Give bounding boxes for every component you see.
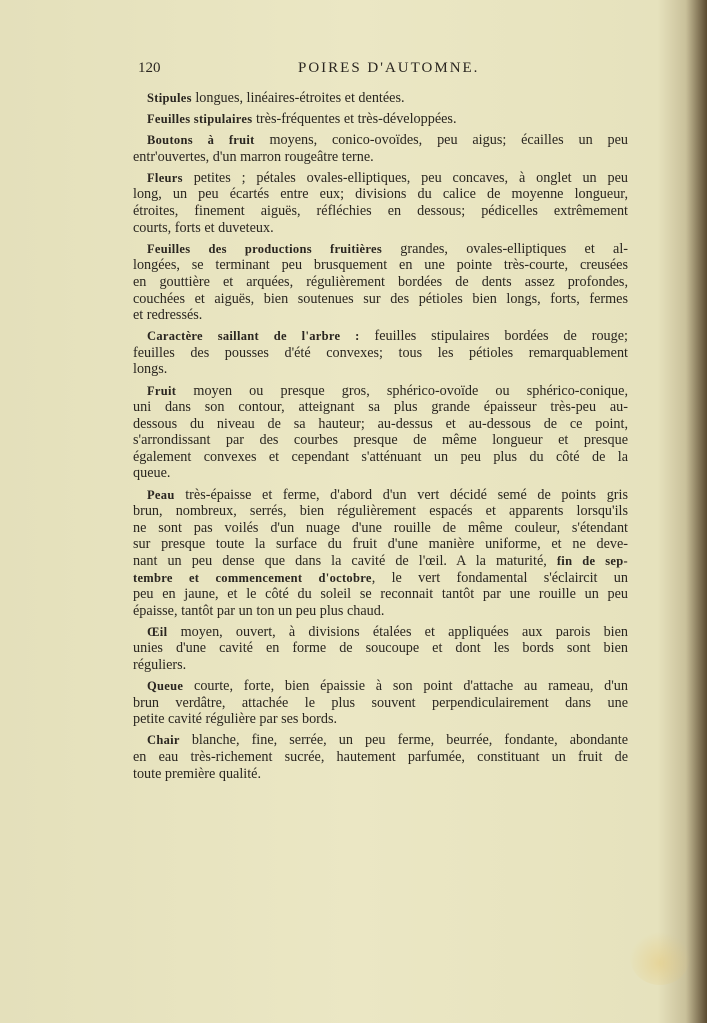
line-text: dessous du niveau de sa hauteur; au-dessus et au-dessous de ce point, [133,415,628,432]
line-text: sur presque toute la surface du fruit d'une manière uniforme, et ne deve- [133,536,628,553]
text-line [133,399,628,416]
text-line [133,111,628,128]
paragraph [133,732,628,782]
text-line [133,149,628,166]
text-line [133,432,628,449]
text-line [133,383,628,400]
line-text: couchées et aiguës, bien soutenues sur des pétioles bien longs, forts, fermes [133,290,628,307]
paragraph [133,678,628,728]
text-line [133,291,628,308]
bold-term: Peau [147,487,175,502]
line-text: brun, nombreux, serrés, bien régulièrement espacés et apparents lorsqu'ils [133,503,628,520]
line-text: courte, forte, bien épaissie à son point d'attache au rameau, d'un [183,678,628,695]
text-line [133,640,628,657]
text-line [133,678,628,695]
line-text: en gouttière et arquées, régulièrement bordées de dents assez profondes, [133,273,628,290]
text-line [133,170,628,187]
paragraph [133,170,628,236]
line-text: très-fréquentes et très-développées. [252,111,457,128]
text-line [133,749,628,766]
text-line [133,449,628,466]
bold-term: Feuilles stipulaires [147,112,253,127]
line-text: toute première qualité. [133,765,262,782]
bold-term: Feuilles des productions fruitières [147,241,383,256]
line-text: moyen, ouvert, à divisions étalées et appliquées aux parois bien [167,623,628,640]
text-line [133,220,628,237]
line-text: feuilles des pousses d'été convexes; tous les pétioles remarquablement [133,344,628,361]
text-line [133,711,628,728]
text-line [133,570,628,587]
line-text: réguliers. [133,657,187,673]
line-text: très-épaisse et ferme, d'abord d'un vert décidé semé de points gris [174,486,628,503]
line-text: moyens, conico-ovoïdes, peu aigus; écailles un peu [254,132,628,149]
line-text: unies d'une cavité en forme de soucoupe et dont les bords sont bien [133,640,628,657]
bold-term: fin de sep- [556,553,628,568]
line-text: brun verdâtre, attachée le plus souvent perpendiculairement dans une [133,694,628,711]
text-line [133,132,628,149]
line-text: grandes, ovales-elliptiques et al- [382,240,628,257]
text-line [133,766,628,783]
paragraph [133,132,628,165]
paragraph [133,383,628,483]
bold-term: Caractère saillant de l'arbre : [147,329,360,344]
body-text [133,90,628,787]
paragraph [133,90,628,107]
page-number: 120 [138,60,161,76]
text-line [133,345,628,362]
line-text: s'arrondissant par des courbes presque de même longueur et presque [133,432,628,449]
line-text: long, un peu écartés entre eux; divisions du calice de moyenne longueur, [133,186,628,203]
text-line [133,257,628,274]
line-text: ne sont pas voilés d'un nuage d'une rouille de même couleur, s'étendant [133,519,628,536]
text-line [133,657,628,674]
bold-term: Stipules [147,91,192,105]
bold-term: Queue [147,679,184,694]
bold-term: Fleurs [147,170,183,185]
paragraph [133,624,628,674]
text-line [133,586,628,603]
text-line [133,503,628,520]
text-line [133,695,628,712]
paragraph [133,111,628,128]
bold-term: Fruit [147,383,177,398]
line-text: longues, linéaires-étroites et dentées. [191,90,405,106]
line-text: nant un peu dense que dans la cavité de l'œil. A la maturité, [133,552,557,569]
text-line [133,274,628,291]
paragraph [133,328,628,378]
bold-term: tembre et commencement d'octobre [133,570,372,585]
line-text: longées, se terminant peu brusquement en une pointe très-courte, creusées [133,257,628,274]
text-line [133,624,628,641]
text-line [133,465,628,482]
line-text: moyen ou presque gros, sphérico-ovoïde ou sphérico-conique, [176,382,628,399]
line-text: épaisse, tantôt par un ton un peu plus chaud. [133,602,385,619]
text-line [133,186,628,203]
text-line [133,90,628,107]
text-line [133,603,628,620]
text-line [133,553,628,570]
bold-term: Œil [147,624,168,639]
line-text: blanche, fine, serrée, un peu ferme, beurrée, fondante, abondante [179,732,628,749]
text-line [133,307,628,324]
line-text: peu en jaune, et le côté du soleil se reconnait tantôt par une rouille un peu [133,586,628,603]
paragraph [133,487,628,620]
line-text: queue. [133,465,171,482]
text-line [133,520,628,537]
line-text: , le vert fondamental s'éclaircit un [371,569,628,586]
line-text: en eau très-richement sucrée, hautement parfumée, constituant un fruit de [133,748,628,765]
paragraph [133,241,628,324]
running-header [138,60,628,80]
text-line [133,361,628,378]
line-text: entr'ouvertes, d'un marron rougeâtre terne. [133,148,374,165]
line-text: également convexes et cependant s'atténuant un peu plus du côté de la [133,448,628,465]
line-text: et redressés. [133,307,203,324]
text-line [133,328,628,345]
line-text: étroites, finement aiguës, réfléchies en dessous; pédicelles extrêmement [133,203,628,220]
bold-term: Chair [147,733,180,748]
text-line [133,203,628,220]
text-line [133,487,628,504]
line-text: petites ; pétales ovales-elliptiques, peu concaves, à onglet un peu [182,169,628,186]
text-line [133,416,628,433]
text-line [133,732,628,749]
line-text: courts, forts et duveteux. [133,219,274,236]
line-text: petite cavité régulière par ses bords. [133,711,338,728]
bold-term: Boutons à fruit [147,133,255,148]
text-line [133,241,628,258]
bleed-through-stain [630,930,690,985]
line-text: feuilles stipulaires bordées de rouge; [359,328,628,345]
line-text: longs. [133,361,168,378]
text-line [133,536,628,553]
running-title: POIRES D'AUTOMNE. [298,60,480,76]
line-text: uni dans son contour, atteignant sa plus grande épaisseur très-peu au- [133,399,628,416]
